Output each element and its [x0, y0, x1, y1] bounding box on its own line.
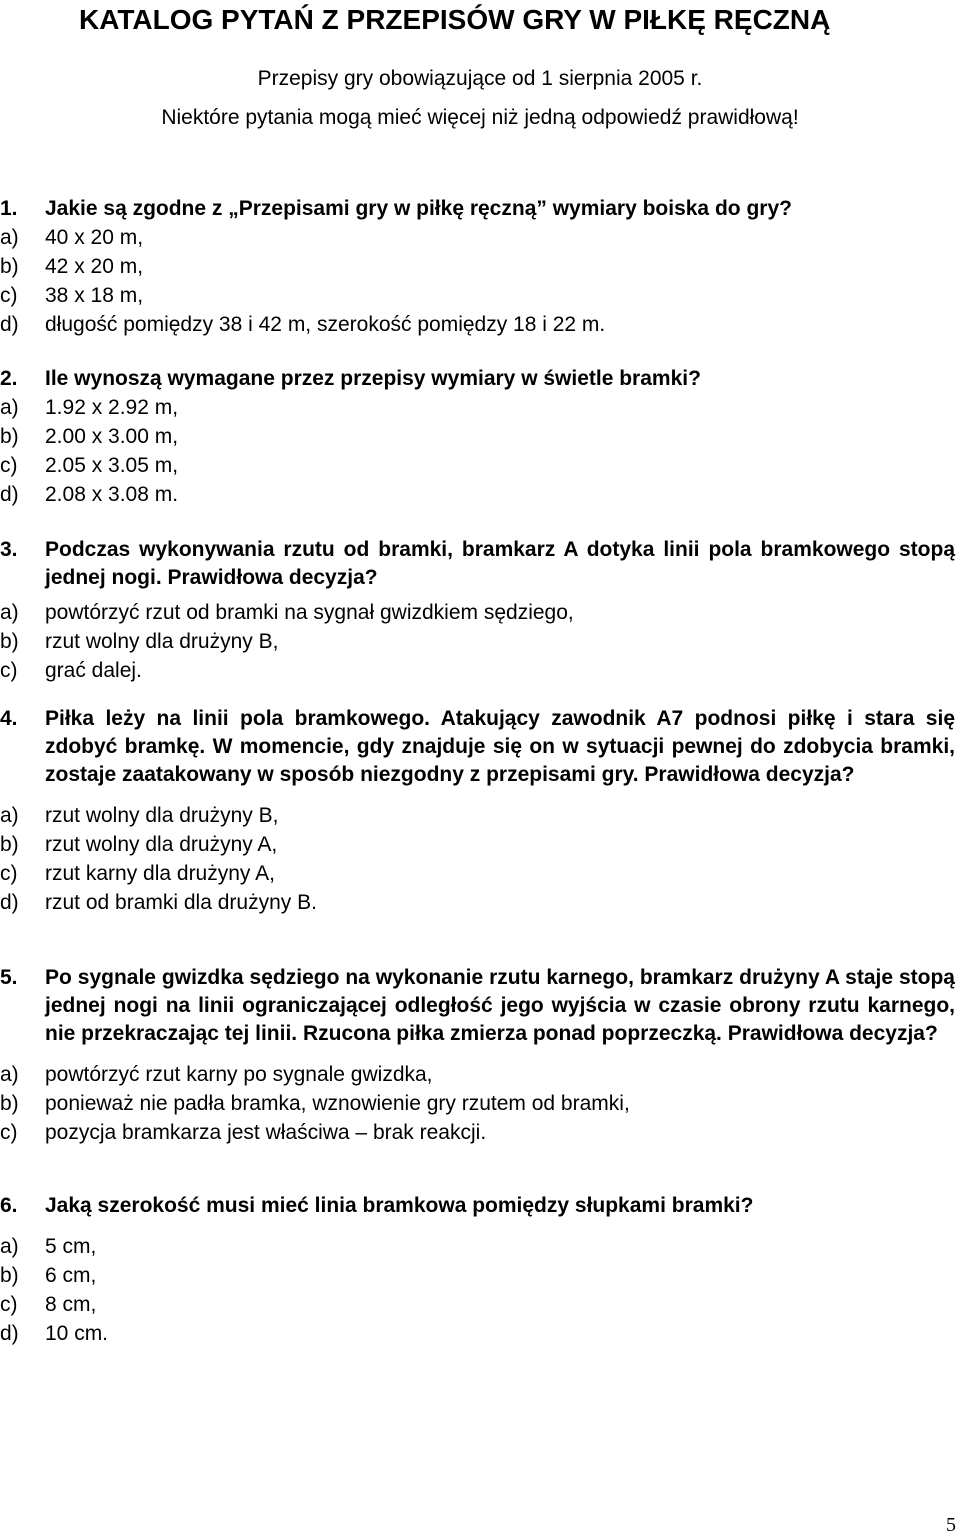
question-4 — [0, 705, 960, 917]
answer-list — [0, 223, 960, 339]
answer-option — [0, 1089, 960, 1118]
question-text: Jaką szerokość musi mieć linia bramkowa pomiędzy słupkami bramki? — [45, 1194, 754, 1217]
answer-letter: a) — [0, 601, 19, 624]
answer-letter: c) — [0, 659, 18, 682]
answer-letter: c) — [0, 1293, 18, 1316]
question-number: 5. — [0, 966, 18, 989]
question-2-header — [0, 365, 960, 393]
question-6 — [0, 1192, 960, 1348]
question-number: 2. — [0, 367, 18, 390]
answer-list — [0, 393, 960, 509]
page-number: 5 — [946, 1514, 956, 1536]
answer-text: 2.08 x 3.08 m. — [45, 483, 179, 506]
answer-option — [0, 480, 960, 509]
answer-text: rzut wolny dla drużyny A, — [45, 833, 278, 856]
answer-letter: d) — [0, 483, 19, 506]
answer-letter: d) — [0, 1322, 19, 1345]
answer-text: długość pomiędzy 38 i 42 m, szerokość pomiędzy 18 i 22 m. — [45, 313, 606, 336]
answer-letter: a) — [0, 804, 19, 827]
answer-letter: d) — [0, 891, 19, 914]
answer-text: 10 cm. — [45, 1322, 109, 1345]
answer-text: powtórzyć rzut karny po sygnale gwizdka, — [45, 1063, 433, 1086]
answer-letter: b) — [0, 833, 19, 856]
rules-date-subtitle: Przepisy gry obowiązujące od 1 sierpnia 2005 r. — [257, 67, 703, 90]
answer-option — [0, 830, 960, 859]
answer-option — [0, 1118, 960, 1147]
answer-option — [0, 451, 960, 480]
answer-option — [0, 656, 960, 685]
question-number: 4. — [0, 707, 18, 730]
answer-letter: c) — [0, 1121, 18, 1144]
question-number: 3. — [0, 538, 18, 561]
question-text: Piłka leży na linii pola bramkowego. Atakujący zawodnik A7 podnosi piłkę i stara się zdobyć bramkę. W momencie, gdy znajduje się on w sytuacji pewnej do zdobycia bramki, zostaje zaatakowany w sposób niezgodny z przepisami gry. Prawidłowa decyzja? — [45, 707, 955, 786]
question-text: Ile wynoszą wymagane przez przepisy wymiary w świetle bramki? — [45, 367, 701, 390]
answer-option — [0, 801, 960, 830]
answer-text: ponieważ nie padła bramka, wznowienie gry rzutem od bramki, — [45, 1092, 630, 1115]
answer-option — [0, 422, 960, 451]
answer-text: powtórzyć rzut od bramki na sygnał gwizdkiem sędziego, — [45, 601, 574, 624]
answer-option — [0, 252, 960, 281]
answer-letter: a) — [0, 1063, 19, 1086]
question-text: Jakie są zgodne z „Przepisami gry w piłkę ręczną” wymiary boiska do gry? — [45, 197, 792, 220]
answer-list — [0, 1060, 960, 1147]
question-6-header — [0, 1192, 960, 1220]
answer-letter: b) — [0, 1092, 19, 1115]
answer-letter: c) — [0, 454, 18, 477]
answer-text: 2.00 x 3.00 m, — [45, 425, 179, 448]
answer-text: pozycja bramkarza jest właściwa – brak reakcji. — [45, 1121, 487, 1144]
answer-option — [0, 1060, 960, 1089]
question-text: Podczas wykonywania rzutu od bramki, bramkarz A dotyka linii pola bramkowego stopą jednej nogi. Prawidłowa decyzja? — [45, 538, 955, 589]
answer-option — [0, 1232, 960, 1261]
answer-option — [0, 310, 960, 339]
answer-option — [0, 1319, 960, 1348]
answer-letter: a) — [0, 226, 19, 249]
answer-option — [0, 393, 960, 422]
question-1 — [0, 195, 960, 339]
answer-text: 38 x 18 m, — [45, 284, 144, 307]
answer-text: 42 x 20 m, — [45, 255, 144, 278]
question-text: Po sygnale gwizdka sędziego na wykonanie rzutu karnego, bramkarz drużyny A staje stopą jednej nogi na linii ograniczającej odległość jego wyjścia w czasie obrony rzutu karnego, nie przekraczając tej linii. Rzucona piłka zmierza ponad poprzeczką. Prawidłowa decyzja? — [45, 966, 955, 1045]
answer-list — [0, 1232, 960, 1348]
question-2 — [0, 365, 960, 509]
answer-text: 2.05 x 3.05 m, — [45, 454, 179, 477]
answer-letter: c) — [0, 862, 18, 885]
answer-letter: b) — [0, 255, 19, 278]
answer-option — [0, 1261, 960, 1290]
answer-option — [0, 281, 960, 310]
answer-option — [0, 888, 960, 917]
answer-list — [0, 598, 960, 685]
answer-text: 6 cm, — [45, 1264, 97, 1287]
question-5 — [0, 964, 960, 1147]
answer-letter: b) — [0, 425, 19, 448]
answer-letter: b) — [0, 630, 19, 653]
answer-text: 40 x 20 m, — [45, 226, 144, 249]
answer-text: 5 cm, — [45, 1235, 97, 1258]
question-5-header — [0, 964, 960, 1048]
multiple-answers-note: Niektóre pytania mogą mieć więcej niż jedną odpowiedź prawidłową! — [161, 106, 799, 129]
question-3-header — [0, 536, 960, 592]
answer-text: rzut wolny dla drużyny B, — [45, 630, 279, 653]
question-number: 1. — [0, 197, 18, 220]
answer-text: rzut od bramki dla drużyny B. — [45, 891, 317, 914]
question-4-header — [0, 705, 960, 789]
document-title: KATALOG PYTAŃ Z PRZEPISÓW GRY W PIŁKĘ RĘCZNĄ — [79, 4, 831, 35]
question-1-header — [0, 195, 960, 223]
answer-list — [0, 801, 960, 917]
answer-letter: c) — [0, 284, 18, 307]
question-3 — [0, 536, 960, 685]
answer-option — [0, 859, 960, 888]
answer-text: grać dalej. — [45, 659, 142, 682]
answer-text: 1.92 x 2.92 m, — [45, 396, 179, 419]
answer-letter: b) — [0, 1264, 19, 1287]
answer-text: rzut wolny dla drużyny B, — [45, 804, 279, 827]
answer-text: rzut karny dla drużyny A, — [45, 862, 275, 885]
answer-option — [0, 598, 960, 627]
answer-text: 8 cm, — [45, 1293, 97, 1316]
answer-letter: d) — [0, 313, 19, 336]
answer-letter: a) — [0, 396, 19, 419]
answer-option — [0, 1290, 960, 1319]
answer-option — [0, 627, 960, 656]
answer-letter: a) — [0, 1235, 19, 1258]
answer-option — [0, 223, 960, 252]
question-number: 6. — [0, 1194, 18, 1217]
